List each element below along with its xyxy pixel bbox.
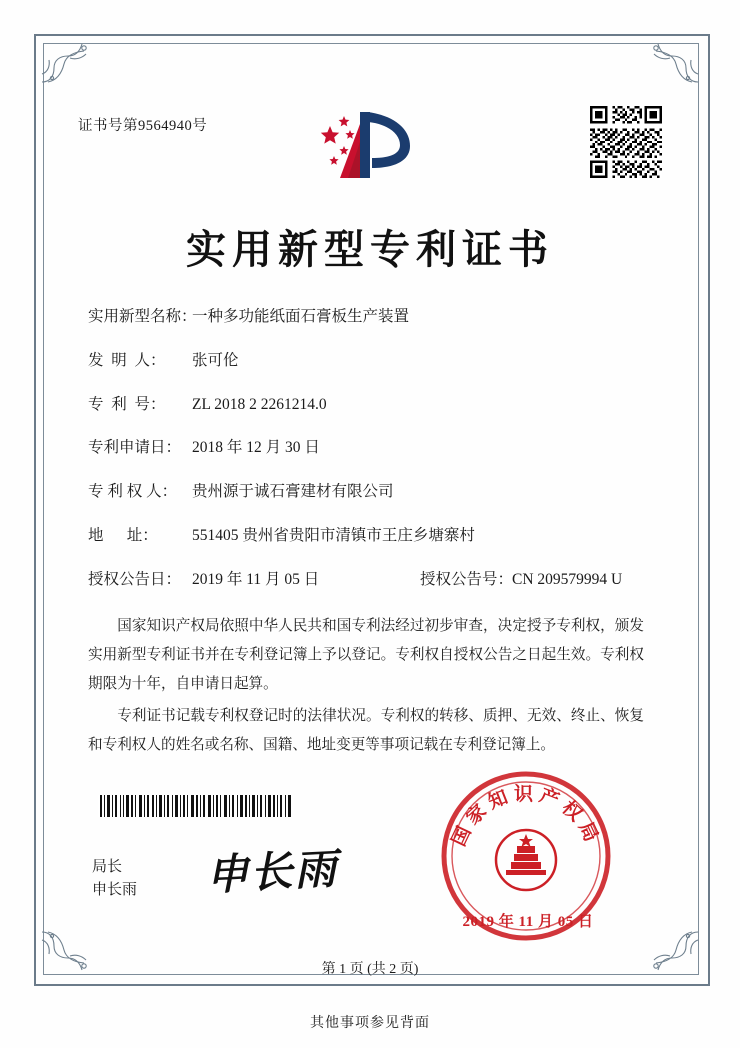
grant-number-value: CN 209579994 U (512, 570, 623, 588)
page-number: 第 1 页 (共 2 页) (321, 962, 419, 977)
field-label: 实用新型名称： (88, 308, 197, 325)
field-value: 张可伦 (192, 351, 239, 369)
field-list (88, 305, 648, 611)
field-label: 专利申请日： (88, 439, 182, 457)
field-value: 一种多功能纸面石膏板生产装置 (192, 308, 410, 325)
field-label: 专 利 权 人： (88, 483, 178, 500)
cnipa-logo-icon (310, 104, 430, 186)
seal-date: 2019 年 11 月 05 日 (462, 914, 594, 930)
field-row (88, 480, 648, 503)
field-label: 发 明 人： (88, 351, 166, 369)
field-row (88, 393, 648, 416)
corner-ornament-icon (634, 38, 700, 84)
field-row (88, 349, 648, 372)
field-value: 贵州源于诚石膏建材有限公司 (192, 483, 394, 500)
director-title: 局长 (92, 859, 123, 875)
signature-block (92, 856, 137, 903)
legal-text (88, 612, 644, 762)
field-row (88, 524, 648, 547)
page-title: 实用新型专利证书 (186, 227, 554, 272)
qr-code-icon (590, 106, 662, 178)
handwritten-signature: 申长雨 (205, 846, 340, 900)
corner-ornament-icon (40, 38, 106, 84)
barcode-icon (98, 795, 294, 817)
svg-text:国家知识产权局: 国家知识产权局 (448, 784, 604, 850)
field-row (88, 436, 648, 459)
director-name: 申长雨 (92, 882, 138, 899)
paragraph-1: 国家知识产权局依照中华人民共和国专利法经过初步审查，决定授予专利权，颁发实用新型专利证书并在专利登记簿上予以登记。专利权自授权公告之日起生效。专利权期限为十年，自申请日起算。 (88, 618, 644, 693)
grant-row (88, 568, 648, 591)
grant-date-label: 授权公告日： (88, 570, 182, 588)
paragraph-2: 专利证书记载专利权登记时的法律状况。专利权的转移、质押、无效、终止、恢复和专利权人的姓名或名称、国籍、地址变更等事项记载在专利登记簿上。 (88, 707, 644, 753)
back-side-note: 其他事项参见背面 (310, 1016, 430, 1031)
grant-number-label: 授权公告号： (420, 570, 514, 588)
field-label: 专 利 号： (88, 395, 166, 413)
field-value: 2018 年 12 月 30 日 (192, 439, 320, 457)
field-value: ZL 2018 2 2261214.0 (192, 395, 327, 413)
field-value: 551405 贵州省贵阳市清镇市王庄乡塘寨村 (192, 526, 475, 544)
certificate-number: 证书号第9564940号 (78, 118, 208, 134)
field-label: 地 址： (88, 526, 158, 544)
grant-date-value: 2019 年 11 月 05 日 (192, 570, 320, 588)
field-row (88, 305, 648, 328)
